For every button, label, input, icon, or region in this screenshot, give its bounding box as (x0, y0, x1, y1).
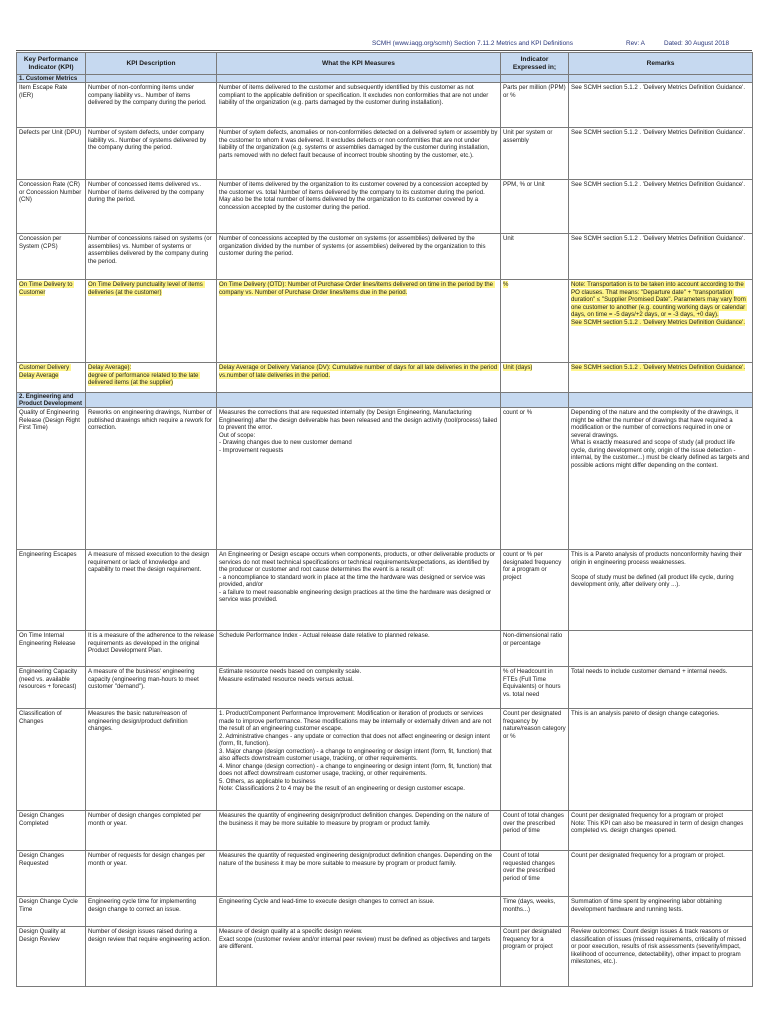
kpi-name-cell (17, 280, 86, 363)
kpi-measures-text: Measures the quantity of engineering design/product definition changes. Depending on the nature of the business it may be more suitable to measure by program or product family. (219, 812, 491, 827)
column-header-remarks: Remarks (569, 53, 753, 75)
kpi-measures-cell (217, 83, 501, 128)
kpi-measures-text: Schedule Performance Index - Actual release date relative to planned release. (219, 632, 430, 639)
kpi-remarks-cell (569, 851, 753, 897)
table-row (17, 667, 753, 709)
kpi-expressed-text: % of Headcount in FTEs (Full Time Equivalents) or hours vs. total need (503, 668, 563, 698)
kpi-measures-text: Number of sytem defects, anomalies or non-conformities detected on a delivered sytem or assembly by the customer to whom it was delivered. It excludes defects or non conformities that are not under liability of the organization (e.g. systems or assemblies damaged by the customer during installation, parts removed with no defect fault because of incorrect trouble shooting by the customer, etc.). (219, 129, 500, 159)
kpi-measures-text: Delay Average or Delivery Variance (DV): Cumulative number of days for all late deliveries in the period vs.number of late deliveries in the period. (219, 364, 499, 379)
table-row (17, 927, 753, 987)
kpi-measures-text: Measures the corrections that are requested internally (by Design Engineering, Manufacturing Engineering) after the design deliverable has been released and the design activity (tool/process) failed to prevent the error. Out of scope: - Drawing changes due to new customer demand - Improvement requests (219, 409, 498, 454)
kpi-expressed-text: Count per designated frequency for a program or project (503, 928, 563, 950)
kpi-measures-text: Engineering Cycle and lead-time to execute design changes to correct an issue. (219, 898, 435, 905)
kpi-name-text: Design Changes Completed (19, 812, 66, 827)
kpi-measures-cell (217, 811, 501, 851)
kpi-description-text: Number of requests for design changes per month or year. (88, 852, 207, 867)
column-header-description: KPI Description (86, 53, 217, 75)
kpi-measures-text: Measure of design quality at a specific design review. Exact scope (customer review and/or internal peer review) must be defined as objectives and targets are different. (219, 928, 491, 950)
kpi-expressed-text: Parts per million (PPM) or % (503, 84, 568, 99)
kpi-measures-text: An Engineering or Design escape occurs when components, products, or other deliverable products or services do not meet technical specifications or technical requirements/expectations, as identified by the producer or customer and root cause determines the event is a result of: - a noncompliance to standard work in place at the time the hardware was designed or service was provided, and/or - a failure to meet reasonable engineering design practices at the time the hardware was designed or service was provided. (219, 551, 496, 603)
kpi-description-text: Number of design changes completed per month or year. (88, 812, 203, 827)
kpi-name-cell (17, 83, 86, 128)
kpi-name-cell (17, 667, 86, 709)
kpi-measures-text: Estimate resource needs based on complexity scale. Measure estimated resource needs versus actual. (219, 668, 362, 683)
kpi-name-cell (17, 709, 86, 811)
kpi-expressed-cell (501, 709, 569, 811)
kpi-description-text: Engineering cycle time for implementing design change to correct an issue. (88, 898, 198, 913)
column-header-measures: What the KPI Measures (217, 53, 501, 75)
kpi-measures-cell (217, 897, 501, 927)
kpi-description-text: Number of design issues raised during a design review that require engineering action. (88, 928, 211, 943)
kpi-description-text: On Time Delivery punctuality level of items deliveries (at the customer) (88, 281, 205, 296)
kpi-remarks-cell (569, 550, 753, 631)
kpi-name-text: Engineering Escapes (19, 551, 77, 558)
kpi-measures-cell (217, 408, 501, 550)
kpi-remarks-cell (569, 280, 753, 363)
kpi-expressed-text: % (503, 281, 509, 288)
kpi-description-text: A measure of the business' engineering capacity (engineering man-hours to meet customer "demand"). (88, 668, 201, 690)
kpi-remarks-text: Note: Transportation is to be taken into account according to the PO clauses. That means: "Departure date" + "transportation duration" ≤ "Supplier Promised Date". Parameters may vary from one customer to another (e.g. counting working days or calendar days, on time = -5 days/+2 days, or = -3 days, +0 day). See SCMH section 5.1.2 . 'Delivery Metrics Definition Guidance'. (571, 281, 746, 326)
kpi-measures-cell (217, 180, 501, 234)
table-row (17, 709, 753, 811)
kpi-remarks-cell (569, 128, 753, 180)
kpi-remarks-cell (569, 667, 753, 709)
kpi-description-cell (86, 851, 217, 897)
kpi-name-cell (17, 851, 86, 897)
kpi-remarks-text: Review outcomes: Count design issues & track reasons or classification of issues (missed requirements, criticality of missed or poor execution, results of risk assessments (severity/impact, likelihood of occurrence, detectability), other impact to program milestones, etc.). (571, 928, 748, 965)
kpi-description-cell (86, 128, 217, 180)
kpi-measures-text: Number of items delivered to the customer and subsequently identified by this customer as not compliant to the applicable definition or specification. It excludes non conformities that are not under liability of the organization (e.g. parts damaged by the customer during installation). (219, 84, 491, 106)
kpi-name-cell (17, 180, 86, 234)
kpi-name-cell (17, 811, 86, 851)
kpi-description-cell (86, 550, 217, 631)
kpi-measures-cell (217, 851, 501, 897)
kpi-remarks-text: Count per designated frequency for a program or project Note: This KPI can also be measured in term of design changes completed vs. design changes opened. (571, 812, 744, 834)
kpi-name-cell (17, 128, 86, 180)
kpi-measures-cell (217, 128, 501, 180)
kpi-remarks-cell (569, 631, 753, 667)
kpi-measures-text: On Time Delivery (OTD): Number of Purchase Order lines/items delivered on time in the period by the company vs. Number of Purchase Order lines/items due in the period. (219, 281, 495, 296)
kpi-name-text: Design Changes Requested (19, 852, 66, 867)
kpi-expressed-text: Count per designated frequency by nature/reason category or % (503, 710, 568, 740)
kpi-name-cell (17, 927, 86, 987)
kpi-measures-cell (217, 709, 501, 811)
section-blank-cell (217, 393, 501, 408)
kpi-description-cell (86, 83, 217, 128)
kpi-description-text: A measure of missed execution to the design requirement or lack of knowledge and capability to meet the design requirement. (88, 551, 211, 573)
kpi-remarks-cell (569, 83, 753, 128)
section-row (17, 393, 753, 408)
kpi-remarks-cell (569, 709, 753, 811)
table-row (17, 550, 753, 631)
kpi-remarks-cell (569, 897, 753, 927)
kpi-remarks-text: See SCMH section 5.1.2 . 'Delivery Metrics Definition Guidance'. (571, 364, 746, 371)
kpi-description-text: Measures the basic nature/reason of engineering design/product definition changes. (88, 710, 190, 732)
kpi-expressed-cell (501, 897, 569, 927)
kpi-remarks-text: Count per designated frequency for a program or project. (571, 852, 725, 859)
kpi-name-text: On Time Delivery to Customer (19, 281, 75, 296)
kpi-remarks-cell (569, 811, 753, 851)
kpi-name-text: Quality of Engineering Release (Design Right First Time) (19, 409, 82, 431)
table-row (17, 631, 753, 667)
section-blank-cell (501, 393, 569, 408)
kpi-remarks-text: See SCMH section 5.1.2 . 'Delivery Metrics Definition Guidance'. (571, 84, 746, 91)
kpi-description-text: Reworks on engineering drawings, Number of published drawings which require a rework for correction. (88, 409, 214, 431)
kpi-expressed-text: Unit per system or assembly (503, 129, 555, 144)
kpi-remarks-cell (569, 363, 753, 393)
table-row (17, 280, 753, 363)
kpi-expressed-text: count or % (503, 409, 533, 416)
kpi-name-text: Defects per Unit (DPU) (19, 129, 82, 136)
kpi-expressed-text: Unit (days) (503, 364, 533, 371)
table-row (17, 363, 753, 393)
section-blank-cell (217, 75, 501, 83)
table-row (17, 128, 753, 180)
column-header-expressed: Indicator Expressed in; (501, 53, 569, 75)
revision-label: Rev: A (626, 40, 645, 47)
kpi-expressed-text: Non-dimensional ratio or percentage (503, 632, 564, 647)
kpi-name-text: Design Change Cycle Time (19, 898, 80, 913)
kpi-measures-text: 1. Product/Component Performance Improvement: Modification or iteration of products or services made to improve performance. These modifications may be internally or externally driven and are not the result of an engineering customer escape. 2. Administrative changes - any update or correction that does not affect engineering or design intent (form, fit, function). 3. Major change (design correction) - a change to engineering or design intent (form, fit, function) that also affects downstream customer usage, tracking, or other requirements. 4. Minor change (design correction) - a change to engineering or design intent (form, fit, function) that does not affect downstream customer usage, tracking, or other requirements. 5. Others, as applicable to business Note: Classifications 2 to 4 may be the result of an engineering or design customer escape. (219, 710, 492, 792)
kpi-name-text: On Time Internal Engineering Release (19, 632, 76, 647)
kpi-measures-text: Number of items delivered by the organization to its customer covered by a concession accepted by the customer vs. total Number of items delivered by the company to its customer during the period. May also be the total number of items delivered by the organization to its customer covered by a concession accepted by the customer during the period. (219, 181, 488, 211)
kpi-measures-text: Number of concessions accepted by the customer on systems (or assemblies) delivered by the organization divided by the number of systems (or assemblies) delivered by the organization to this customer during the period. (219, 235, 488, 257)
table-row (17, 234, 753, 280)
kpi-name-text: Concession per System (CPS) (19, 235, 64, 250)
table-row (17, 811, 753, 851)
kpi-description-text: Number of system defects, under company liability vs.. Number of systems delivered by the company during the period. (88, 129, 208, 151)
section-blank-cell (86, 75, 217, 83)
page-header (16, 38, 752, 50)
kpi-remarks-text: This is a Pareto analysis of products nonconformity having their origin in engineering process weaknesses. Scope of study must be defined (all product life cycle, during development only, after delivery only ...). (571, 551, 743, 588)
kpi-expressed-text: Count of total requested changes over the prescribed period of time (503, 852, 557, 882)
kpi-expressed-cell (501, 280, 569, 363)
kpi-name-text: Item Escape Rate (IER) (19, 84, 70, 99)
kpi-table (16, 52, 753, 987)
kpi-description-cell (86, 927, 217, 987)
column-header-kpi: Key Performance Indicator (KPI) (17, 53, 86, 75)
kpi-expressed-cell (501, 408, 569, 550)
kpi-description-cell (86, 280, 217, 363)
kpi-description-cell (86, 811, 217, 851)
kpi-expressed-text: Count of total changes over the prescribed period of time (503, 812, 566, 834)
kpi-description-cell (86, 408, 217, 550)
table-body (17, 75, 753, 987)
kpi-remarks-text: Summation of time spent by engineering labor obtaining development hardware and running tests. (571, 898, 724, 913)
section-row (17, 75, 753, 83)
kpi-name-cell (17, 897, 86, 927)
kpi-remarks-cell (569, 408, 753, 550)
kpi-expressed-text: Time (days, weeks, months...) (503, 898, 557, 913)
table-row (17, 180, 753, 234)
kpi-name-cell (17, 408, 86, 550)
table-header-row (17, 53, 753, 75)
kpi-remarks-text: Total needs to include customer demand + internal needs. (571, 668, 728, 675)
kpi-description-text: Number of concessions raised on systems (or assemblies) vs. Number of systems or assemblies delivered by the company during the period. (88, 235, 214, 265)
kpi-description-cell (86, 709, 217, 811)
kpi-expressed-cell (501, 811, 569, 851)
kpi-expressed-cell (501, 631, 569, 667)
kpi-name-cell (17, 363, 86, 393)
kpi-remarks-cell (569, 927, 753, 987)
kpi-expressed-text: count or % per designated frequency for a program or project (503, 551, 563, 581)
kpi-description-text: Number of non-conforming items under company liability vs.. Number of items delivered by the company during the period. (88, 84, 207, 106)
kpi-name-cell (17, 550, 86, 631)
kpi-measures-cell (217, 234, 501, 280)
kpi-measures-cell (217, 631, 501, 667)
kpi-expressed-cell (501, 927, 569, 987)
kpi-remarks-cell (569, 234, 753, 280)
kpi-expressed-cell (501, 851, 569, 897)
kpi-name-cell (17, 631, 86, 667)
kpi-name-text: Customer Delivery Delay Average (19, 364, 71, 379)
kpi-expressed-cell (501, 83, 569, 128)
kpi-measures-cell (217, 667, 501, 709)
kpi-description-cell (86, 234, 217, 280)
kpi-description-cell (86, 667, 217, 709)
table-row (17, 408, 753, 550)
kpi-description-text: Delay Average): degree of performance related to the late delivered items (at the supplier) (88, 364, 199, 386)
kpi-description-text: It is a measure of the adherence to the release requirements as developed in the original Product Development Plan. (88, 632, 216, 654)
header-divider (16, 50, 752, 51)
section-title: 2. Engineering and Product Development (17, 393, 86, 408)
kpi-expressed-cell (501, 128, 569, 180)
kpi-remarks-text: See SCMH section 5.1.2 . 'Delivery Metrics Definition Guidance'. (571, 129, 746, 136)
kpi-expressed-cell (501, 667, 569, 709)
kpi-remarks-text: Depending of the nature and the complexity of the drawings, it might be either the number of drawings that have required a modification or the number of corrections required in one or several drawings. What is exactly measured and scope of study (all product life cycle, during development only, origin of the issue detection -internal, by the customer...) must be clearly defined as targets and possible actions might differ depending on the context. (571, 409, 750, 469)
kpi-measures-text: Measures the quantity of requested engineering design/product definition changes. Depending on the nature of the business it may be more suitable to measure by program or product family. (219, 852, 494, 867)
kpi-description-text: Number of concessed items delivered vs.. Number of items delivered by the company during the period. (88, 181, 206, 203)
kpi-name-cell (17, 234, 86, 280)
kpi-name-text: Concession Rate (CR) or Concession Number (CN) (19, 181, 84, 203)
kpi-description-cell (86, 897, 217, 927)
kpi-description-cell (86, 180, 217, 234)
section-blank-cell (501, 75, 569, 83)
kpi-name-text: Design Quality at Design Review (19, 928, 68, 943)
table-row (17, 897, 753, 927)
table-row (17, 83, 753, 128)
kpi-measures-cell (217, 550, 501, 631)
kpi-expressed-cell (501, 234, 569, 280)
kpi-name-text: Engineering Capacity (need vs. available resources + forecast) (19, 668, 79, 690)
section-blank-cell (569, 75, 753, 83)
kpi-measures-cell (217, 280, 501, 363)
kpi-remarks-text: See SCMH section 5.1.2 . 'Delivery Metrics Definition Guidance'. (571, 181, 746, 188)
kpi-remarks-cell (569, 180, 753, 234)
kpi-expressed-text: PPM, % or Unit (503, 181, 545, 188)
kpi-remarks-text: This is an analysis pareto of design change categories. (571, 710, 720, 717)
document-reference: SCMH (www.iaqg.org/scmh) Section 7.11.2 Metrics and KPI Definitions (372, 40, 573, 47)
kpi-name-text: Classification of Changes (19, 710, 64, 725)
section-blank-cell (569, 393, 753, 408)
kpi-description-cell (86, 363, 217, 393)
kpi-description-cell (86, 631, 217, 667)
section-blank-cell (86, 393, 217, 408)
kpi-remarks-text: See SCMH section 5.1.2 . 'Delivery Metrics Definition Guidance'. (571, 235, 746, 242)
kpi-expressed-cell (501, 180, 569, 234)
kpi-expressed-cell (501, 363, 569, 393)
section-title: 1. Customer Metrics (17, 75, 86, 83)
kpi-expressed-text: Unit (503, 235, 514, 242)
dated-label: Dated: 30 August 2018 (664, 40, 730, 47)
kpi-measures-cell (217, 927, 501, 987)
table-row (17, 851, 753, 897)
kpi-measures-cell (217, 363, 501, 393)
kpi-expressed-cell (501, 550, 569, 631)
